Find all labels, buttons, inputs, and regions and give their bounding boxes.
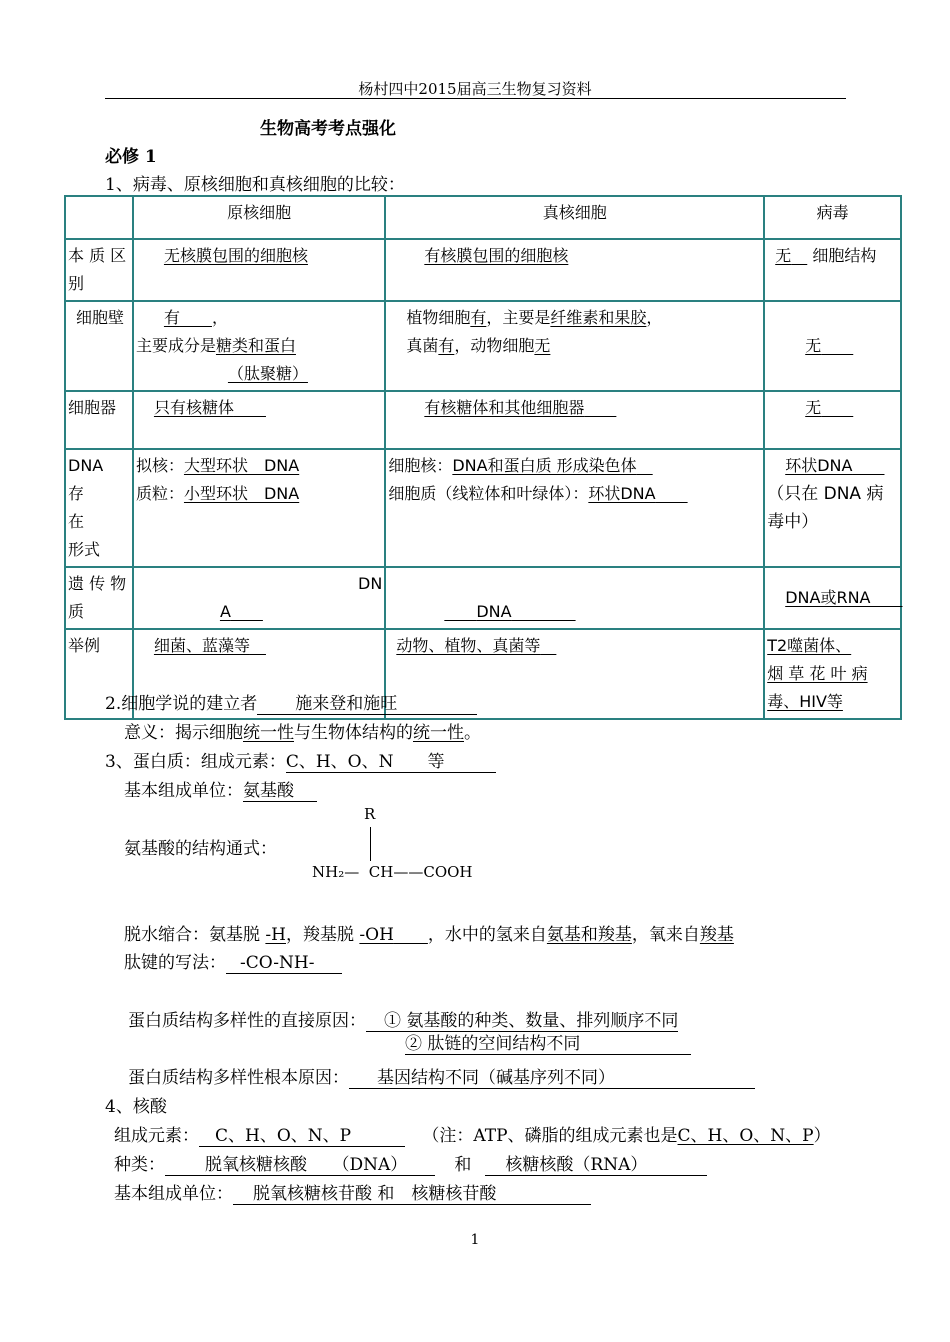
formula-label: 氨基酸的结构通式： — [124, 839, 277, 859]
cell-prokaryote: 无核膜包围的细胞核 — [133, 239, 385, 301]
table-corner-cell — [65, 196, 133, 239]
cell-prokaryote: 只有核糖体 — [133, 391, 385, 449]
page-number: 1 — [470, 1232, 480, 1248]
th-eukaryote: 真核细胞 — [385, 196, 764, 239]
table-row — [65, 301, 901, 391]
th-prokaryote: 原核细胞 — [133, 196, 385, 239]
cell-virus: DNA或RNA — [764, 567, 901, 629]
cell-prokaryote: 细菌、蓝藻等 — [133, 629, 385, 719]
section-required: 必修 1 — [105, 147, 157, 167]
q4-types: 种类： 脱氧核糖核酸 （DNA） 和 核糖核酸（RNA） — [114, 1150, 707, 1176]
page-header: 杨村四中2015届高三生物复习资料 — [358, 80, 592, 98]
q4-unit: 基本组成单位： 脱氧核糖核苷酸 和 核糖核苷酸 — [114, 1179, 591, 1205]
q3-direct-2: ② 肽链的空间结构不同 — [405, 1034, 691, 1055]
cell-prokaryote: DN A — [133, 567, 385, 629]
th-virus: 病毒 — [764, 196, 901, 239]
cell-eukaryote: 动物、植物、真菌等 — [385, 629, 764, 719]
table-row — [65, 567, 901, 629]
comparison-table — [64, 195, 902, 720]
q4-heading: 4、核酸 — [105, 1097, 167, 1117]
cell-virus: 无 细胞结构 — [764, 239, 901, 301]
q4-elements: 组成元素： C、H、O、N、P （注：ATP、磷脂的组成元素也是C、H、O、N、P） — [114, 1126, 831, 1146]
q3-peptide: 肽键的写法： -CO-NH- — [124, 948, 342, 974]
amino-acid-formula: NH₂— CH——COOH — [312, 863, 473, 881]
formula-bond — [370, 827, 371, 861]
cell-virus: T2噬菌体、 烟 草 花 叶 病 毒、HIV等 — [764, 629, 901, 719]
row-label: 本 质 区 别 — [65, 239, 133, 301]
cell-eukaryote: 有核膜包围的细胞核 — [385, 239, 764, 301]
table-row — [65, 449, 901, 567]
row-label: 细胞器 — [65, 391, 133, 449]
q3-elements: C、H、O、N 等 — [286, 752, 496, 773]
q3-line: 3、蛋白质：组成元素：C、H、O、N 等 — [105, 747, 496, 773]
q3-dehydration: 脱水缩合：氨基脱 -H，羧基脱 -OH ，水中的氢来自氨基和羧基，氧来自羧基 — [124, 925, 734, 945]
cell-virus: 环状DNA （只在 DNA 病 毒中） — [764, 449, 901, 567]
page-title: 生物高考考点强化 — [260, 119, 396, 139]
table-row — [65, 239, 901, 301]
cell-virus: 无 — [764, 301, 901, 391]
row-label: DNA 存 在 形式 — [65, 449, 133, 567]
row-label: 细胞壁 — [65, 301, 133, 391]
table-row — [65, 391, 901, 449]
q3-unit: 基本组成单位：氨基酸 — [124, 776, 317, 802]
row-label: 遗 传 物 质 — [65, 567, 133, 629]
cell-virus: 无 — [764, 391, 901, 449]
cell-eukaryote: 植物细胞有，主要是纤维素和果胶， 真菌有，动物细胞无 — [385, 301, 764, 391]
row-label: 举例 — [65, 629, 133, 719]
cell-eukaryote: 细胞核：DNA和蛋白质 形成染色体 细胞质（线粒体和叶绿体）：环状DNA — [385, 449, 764, 567]
q2-answer: 施来登和施旺 — [257, 694, 477, 715]
cell-eukaryote: 有核糖体和其他细胞器 — [385, 391, 764, 449]
q3-root: 蛋白质结构多样性根本原因： 基因结构不同（碱基序列不同） — [128, 1063, 755, 1089]
cell-prokaryote: 拟核：大型环状 DNA 质粒：小型环状 DNA — [133, 449, 385, 567]
header-rule — [105, 98, 846, 99]
q1-heading: 1、病毒、原核细胞和真核细胞的比较： — [105, 175, 405, 195]
q2-line: 2.细胞学说的建立者 施来登和施旺 — [105, 689, 477, 715]
table-header-row — [65, 196, 901, 239]
formula-r: R — [364, 805, 376, 823]
cell-eukaryote: DNA — [385, 567, 764, 629]
cell-prokaryote: 有 ， 主要成分是糖类和蛋白 （肽聚糖） — [133, 301, 385, 391]
q3-direct: 蛋白质结构多样性的直接原因： ① 氨基酸的种类、数量、排列顺序不同 — [128, 1011, 679, 1031]
q2-meaning: 意义：揭示细胞统一性与生物体结构的统一性。 — [124, 723, 481, 743]
